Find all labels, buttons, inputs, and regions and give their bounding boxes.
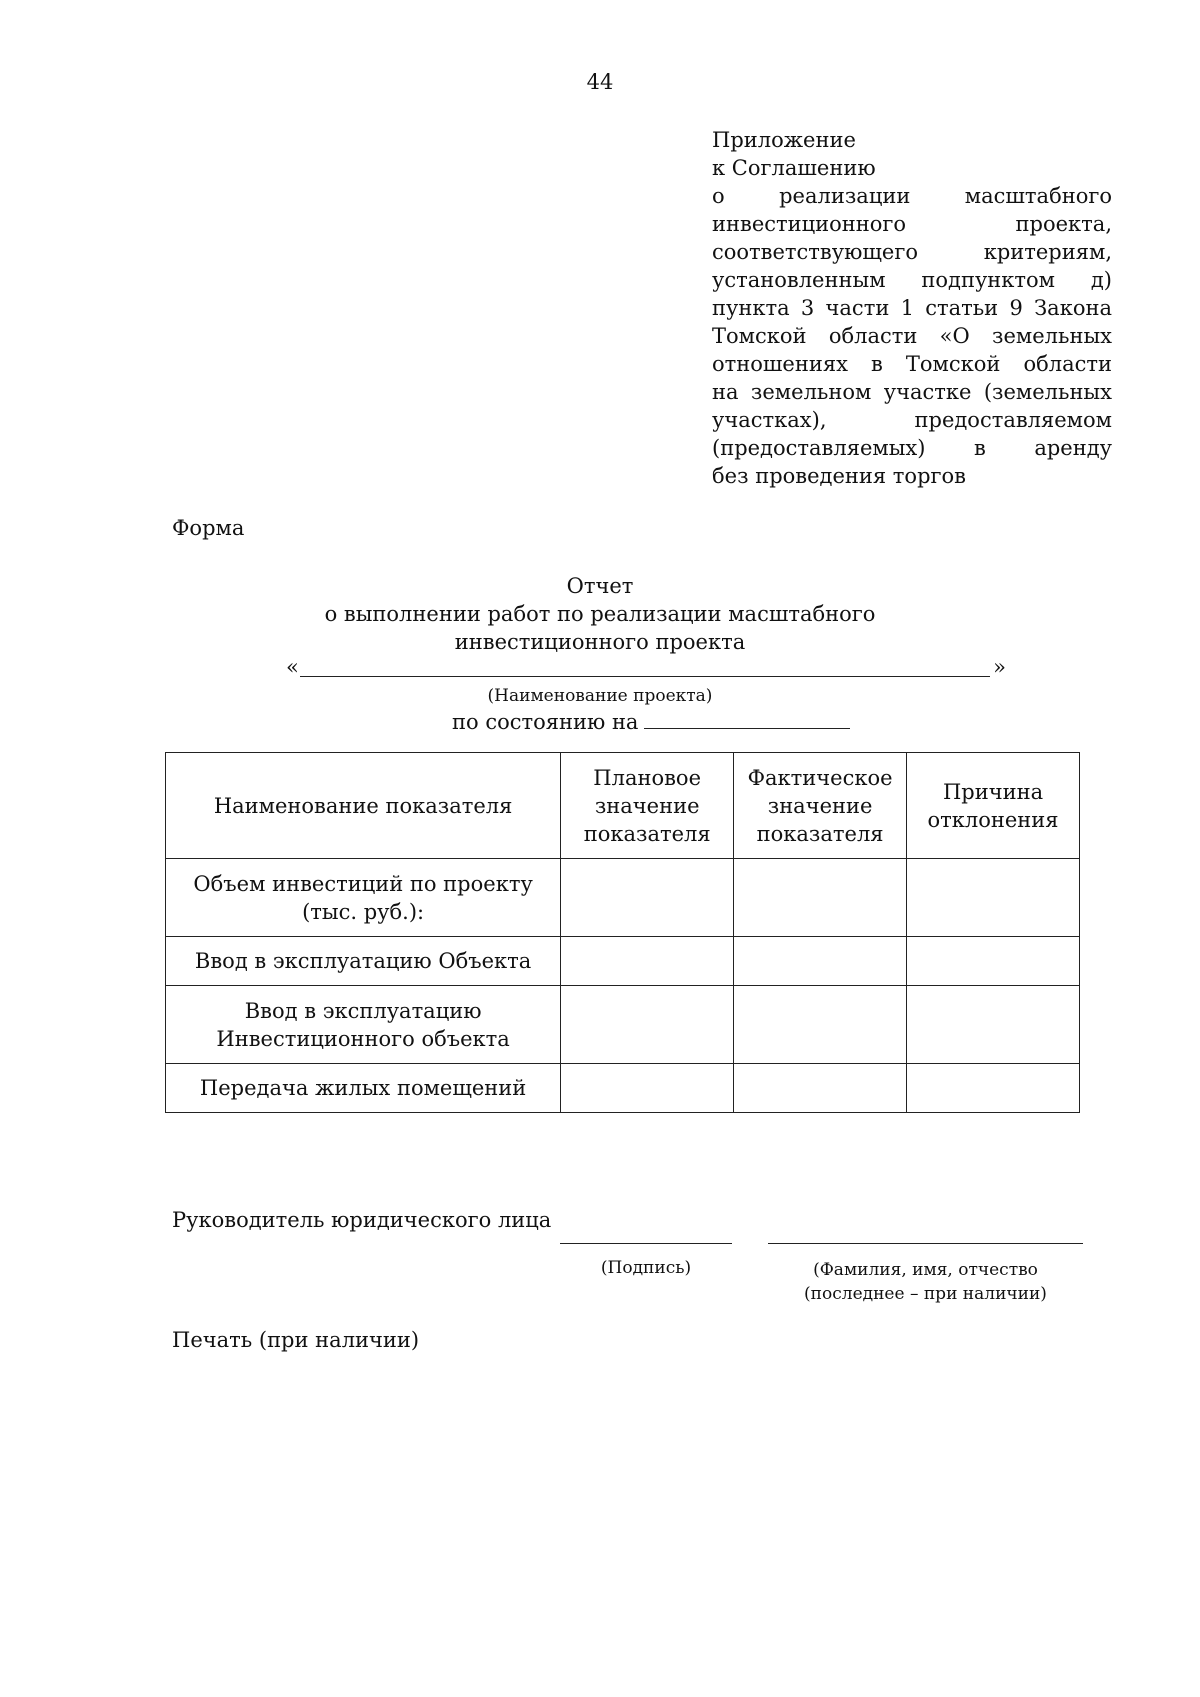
indicator-name-cell: Передача жилых помещений — [166, 1064, 561, 1113]
full-name-field[interactable] — [768, 1243, 1083, 1244]
appendix-line: установленным подпунктом д) — [712, 268, 1112, 292]
appendix-line: Томской области «О земельных — [712, 324, 1112, 348]
indicator-name-cell: Ввод в эксплуатацию Объекта — [166, 937, 561, 986]
actual-value-cell[interactable] — [734, 859, 907, 937]
report-subtitle: инвестиционного проекта — [454, 630, 746, 654]
report-table — [165, 752, 1080, 1113]
indicator-name-cell: Объем инвестиций по проекту (тыс. руб.): — [166, 859, 561, 937]
full-name-caption — [768, 1258, 1083, 1306]
appendix-line: к Соглашению — [712, 156, 876, 180]
quote-open: « — [286, 655, 299, 679]
table-row — [166, 937, 1080, 986]
deviation-reason-cell[interactable] — [907, 986, 1080, 1064]
appendix-line: на земельном участке (земельных — [712, 380, 1112, 404]
stamp-label: Печать (при наличии) — [172, 1328, 420, 1352]
appendix-line: участках), предоставляемом — [712, 408, 1112, 432]
planned-value-cell[interactable] — [561, 937, 734, 986]
appendix-line: пункта 3 части 1 статьи 9 Закона — [712, 296, 1112, 320]
deviation-reason-cell[interactable] — [907, 1064, 1080, 1113]
deviation-reason-cell[interactable] — [907, 859, 1080, 937]
state-date-label: по состоянию на — [452, 710, 639, 734]
state-date-line — [452, 708, 850, 736]
table-row — [166, 986, 1080, 1064]
project-name-underline — [300, 676, 990, 677]
appendix-line: без проведения торгов — [712, 464, 966, 488]
header-indicator-name: Наименование показателя — [166, 753, 561, 859]
planned-value-cell[interactable] — [561, 1064, 734, 1113]
signature-caption: (Подпись) — [600, 1258, 692, 1278]
planned-value-cell[interactable] — [561, 986, 734, 1064]
table-header-row — [166, 753, 1080, 859]
appendix-line: соответствующего критериям, — [712, 240, 1112, 264]
signature-field[interactable] — [560, 1243, 732, 1244]
table-row — [166, 1064, 1080, 1113]
table-row — [166, 859, 1080, 937]
state-date-field[interactable] — [644, 708, 850, 729]
appendix-line: Приложение — [712, 128, 856, 152]
full-name-caption-line: (последнее – при наличии) — [804, 1284, 1047, 1304]
page-number: 44 — [586, 70, 614, 94]
appendix-line: инвестиционного проекта, — [712, 212, 1112, 236]
actual-value-cell[interactable] — [734, 937, 907, 986]
header-deviation-reason: Причина отклонения — [907, 753, 1080, 859]
form-label: Форма — [172, 516, 245, 540]
report-heading — [0, 572, 1200, 656]
appendix-line: (предоставляемых) в аренду — [712, 436, 1112, 460]
actual-value-cell[interactable] — [734, 1064, 907, 1113]
report-title: Отчет — [566, 574, 634, 598]
actual-value-cell[interactable] — [734, 986, 907, 1064]
appendix-line: отношениях в Томской области — [712, 352, 1112, 376]
project-name-caption: (Наименование проекта) — [487, 686, 713, 706]
report-subtitle: о выполнении работ по реализации масштабного — [324, 602, 876, 626]
deviation-reason-cell[interactable] — [907, 937, 1080, 986]
header-actual-value: Фактическое значение показателя — [734, 753, 907, 859]
appendix-line: о реализации масштабного — [712, 184, 1112, 208]
project-name-field[interactable] — [286, 655, 1006, 683]
planned-value-cell[interactable] — [561, 859, 734, 937]
indicator-name-cell: Ввод в эксплуатацию Инвестиционного объекта — [166, 986, 561, 1064]
full-name-caption-line: (Фамилия, имя, отчество — [813, 1260, 1038, 1280]
header-planned-value: Плановое значение показателя — [561, 753, 734, 859]
quote-close: » — [993, 655, 1006, 679]
signer-label: Руководитель юридического лица — [172, 1208, 552, 1232]
appendix-block — [712, 126, 1112, 490]
